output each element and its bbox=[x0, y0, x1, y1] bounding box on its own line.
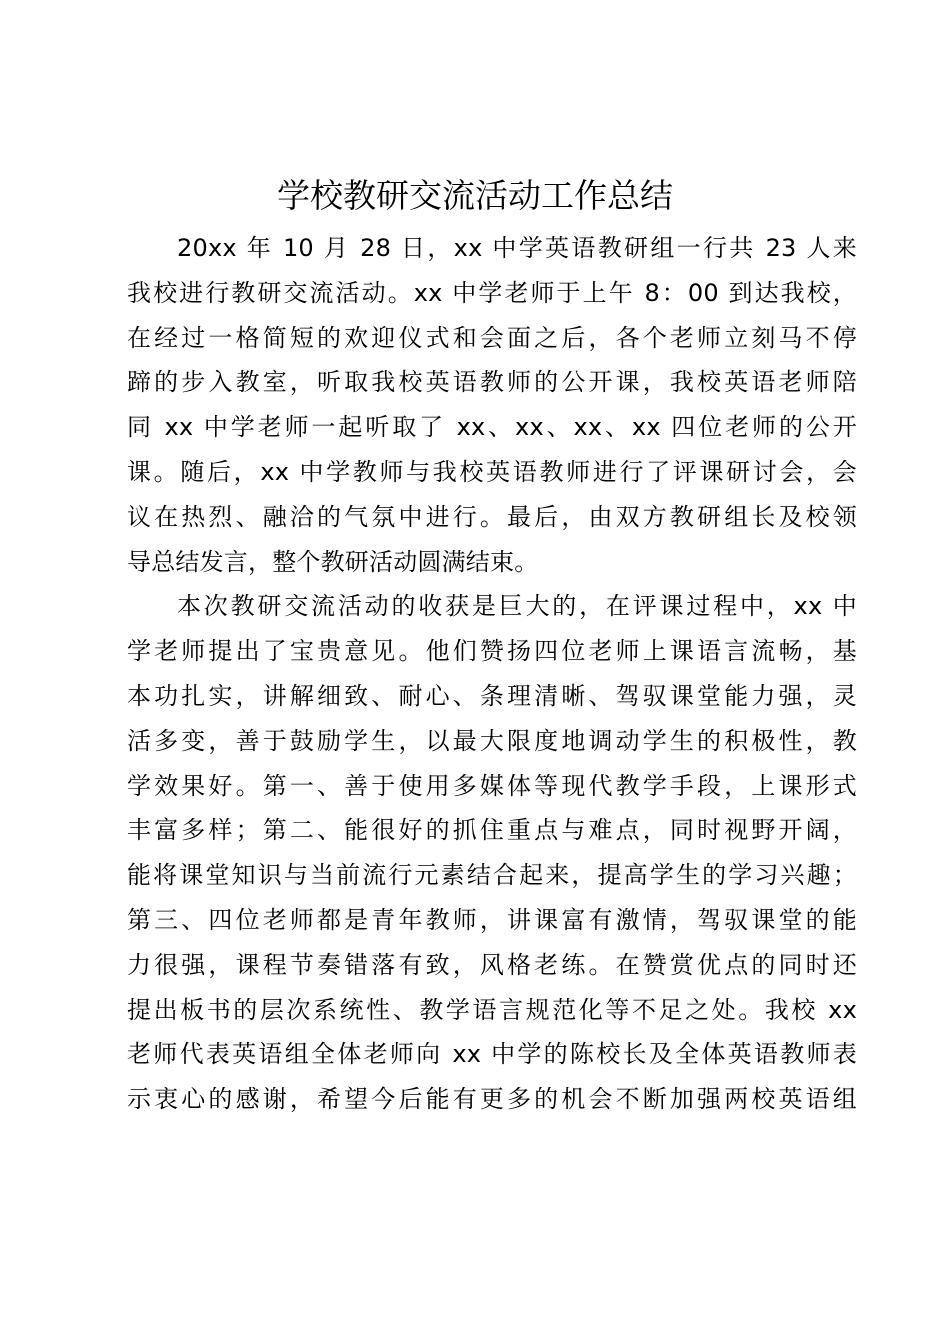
text-line: 20xx 年 10 月 28 日，xx 中学英语教研组一行共 23 人来 bbox=[177, 234, 857, 262]
text-line: 丰富多样；第二、能很好的抓住重点与难点，同时视野开阔， bbox=[127, 816, 857, 845]
text-line: 本功扎实，讲解细致、耐心、条理清晰、驾驭课堂能力强，灵 bbox=[127, 681, 857, 710]
text-line: 能将课堂知识与当前流行元素结合起来，提高学生的学习兴趣； bbox=[127, 861, 857, 890]
text-line: 活多变，善于鼓励学生，以最大限度地调动学生的积极性，教 bbox=[127, 726, 857, 755]
text-line: 力很强，课程节奏错落有致，风格老练。在赞赏优点的同时还 bbox=[127, 950, 857, 979]
text-line: 我校进行教研交流活动。xx 中学老师于上午 8：00 到达我校， bbox=[127, 278, 857, 307]
text-line: 本次教研交流活动的收获是巨大的，在评课过程中，xx 中 bbox=[177, 592, 857, 621]
text-line: 蹄的步入教室，听取我校英语教师的公开课，我校英语老师陪 bbox=[127, 368, 857, 397]
text-line: 同 xx 中学老师一起听取了 xx、xx、xx、xx 四位老师的公开 bbox=[127, 413, 857, 442]
document-title: 学校教研交流活动工作总结 bbox=[277, 176, 673, 215]
text-line: 老师代表英语组全体老师向 xx 中学的陈校长及全体英语教师表 bbox=[127, 1040, 857, 1069]
text-line: 导总结发言，整个教研活动圆满结束。 bbox=[127, 547, 539, 576]
text-line: 议在热烈、融洽的气氛中进行。最后，由双方教研组长及校领 bbox=[127, 502, 857, 531]
text-line: 在经过一格简短的欢迎仪式和会面之后，各个老师立刻马不停 bbox=[127, 323, 857, 352]
text-line: 提出板书的层次系统性、教学语言规范化等不足之处。我校 xx bbox=[127, 995, 857, 1024]
text-line: 学老师提出了宝贵意见。他们赞扬四位老师上课语言流畅，基 bbox=[127, 637, 857, 666]
text-line: 第三、四位老师都是青年教师，讲课富有激情，驾驭课堂的能 bbox=[127, 905, 857, 934]
text-line: 课。随后，xx 中学教师与我校英语教师进行了评课研讨会，会 bbox=[127, 457, 857, 486]
document-body bbox=[127, 226, 857, 1122]
text-line: 示衷心的感谢，希望今后能有更多的机会不断加强两校英语组 bbox=[127, 1085, 857, 1114]
text-line: 学效果好。第一、善于使用多媒体等现代教学手段，上课形式 bbox=[127, 771, 857, 800]
